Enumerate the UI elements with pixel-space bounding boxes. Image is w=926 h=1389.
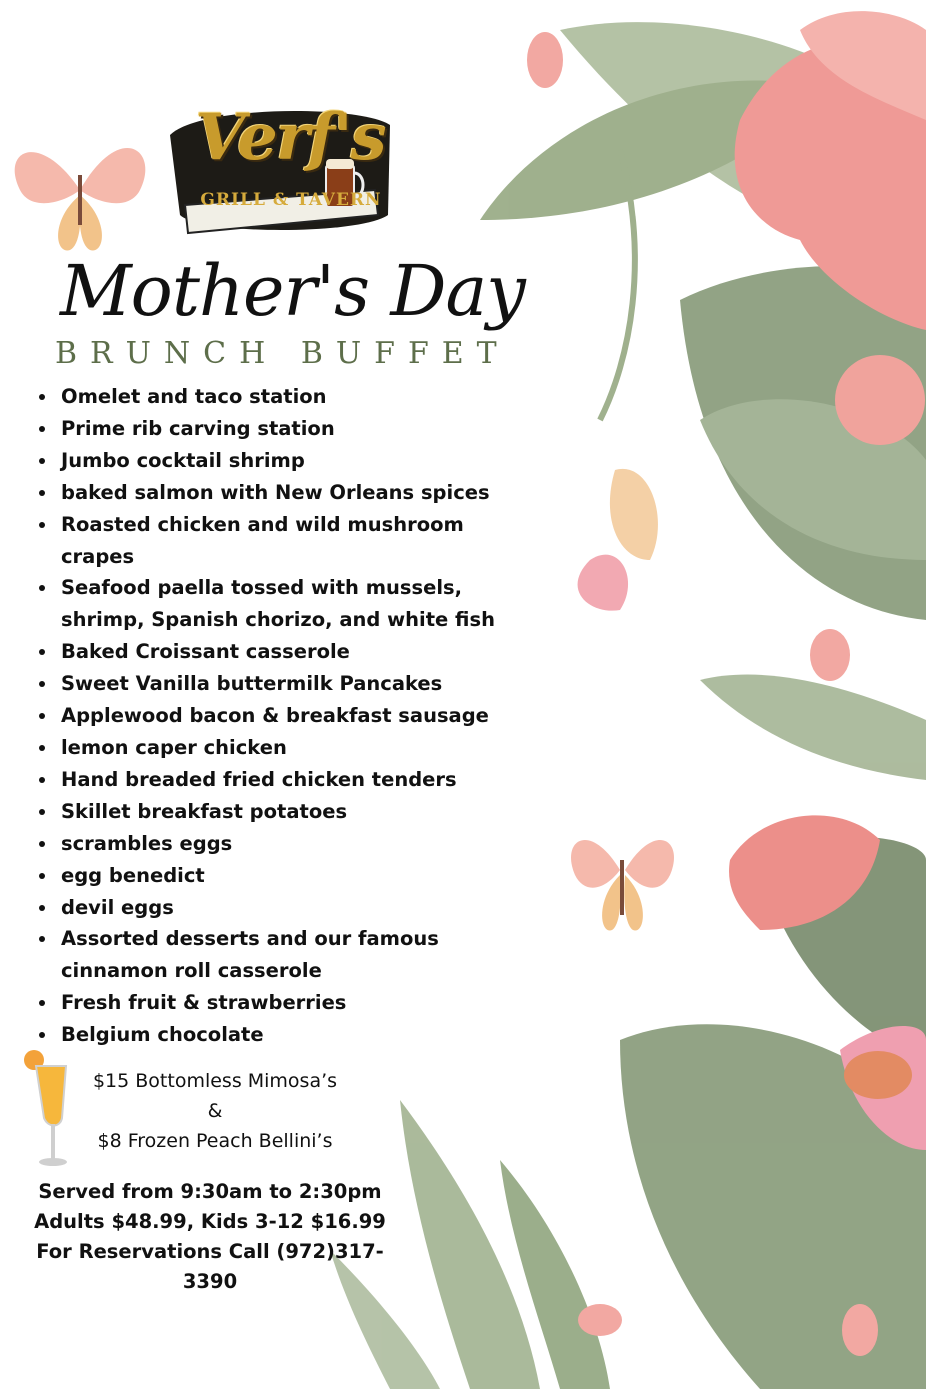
menu-item-text: cinnamon roll casserole (61, 959, 322, 983)
butterfly-icon (571, 840, 674, 931)
menu-item (61, 700, 531, 732)
menu-item-text: Hand breaded fried chicken tenders (61, 767, 457, 791)
menu-item (61, 860, 531, 892)
menu-list (61, 381, 531, 1051)
drink-mimosa: $15 Bottomless Mimosa’s (92, 1070, 338, 1092)
menu-item (61, 923, 531, 987)
menu-item-text: Omelet and taco station (61, 385, 327, 408)
menu-item-text: baked salmon with New Orleans spices (61, 480, 490, 504)
page-title: Mother's Day (60, 250, 525, 332)
menu-item (61, 572, 531, 636)
menu-item-text: Baked Croissant casserole (61, 640, 350, 664)
menu-item-text: shrimp, Spanish chorizo, and white fish (61, 608, 495, 632)
menu-item-text: Belgium chocolate (61, 1023, 264, 1047)
hours-text: Served from 9:30am to 2:30pm (38, 1180, 382, 1203)
logo-name: Verf's (195, 100, 385, 175)
reservations-text: For Reservations Call (972)317-3390 (36, 1240, 384, 1293)
footer-info (10, 1177, 410, 1297)
menu-item (61, 892, 531, 924)
menu-item-text: Jumbo cocktail shrimp (61, 448, 305, 472)
menu-item (61, 828, 531, 860)
menu-item-text: Sweet Vanilla buttermilk Pancakes (61, 672, 443, 696)
menu-item (61, 1019, 531, 1051)
menu-item-text: crapes (61, 544, 135, 568)
menu-item (61, 445, 531, 477)
menu-item (61, 732, 531, 764)
menu-item-text: lemon caper chicken (61, 735, 287, 759)
prices-text: Adults $48.99, Kids 3-12 $16.99 (34, 1210, 386, 1233)
menu-item-text: Fresh fruit & strawberries (61, 991, 347, 1015)
menu-item-text: devil eggs (61, 895, 174, 919)
menu-item-text: Seafood paella tossed with mussels, (61, 576, 463, 600)
menu-item (61, 764, 531, 796)
menu-item (61, 796, 531, 828)
drink-bellini: $8 Frozen Peach Bellini’s (97, 1130, 333, 1152)
page-subtitle: BRUNCH BUFFET (55, 336, 510, 371)
menu-item-text: Applewood bacon & breakfast sausage (61, 704, 489, 728)
butterfly-icon (578, 469, 658, 611)
menu-item (61, 636, 531, 668)
drink-and: & (207, 1100, 223, 1122)
menu-item-text: Skillet breakfast potatoes (61, 799, 348, 823)
menu-item-text: egg benedict (61, 863, 205, 887)
menu-item (61, 668, 531, 700)
menu-item-text: Roasted chicken and wild mushroom (61, 512, 464, 536)
menu-item (61, 987, 531, 1019)
menu-item-text: Assorted desserts and our famous (61, 927, 439, 951)
logo-subtitle: GRILL & TAVERN (200, 190, 382, 210)
menu-item-text: scrambles eggs (61, 831, 233, 855)
drinks-block (60, 1066, 370, 1156)
menu-item (61, 477, 531, 509)
menu-item (61, 413, 531, 445)
menu-item (61, 381, 531, 413)
menu-item (61, 509, 531, 573)
butterfly-icon (15, 148, 146, 250)
menu-item-text: Prime rib carving station (61, 416, 335, 440)
